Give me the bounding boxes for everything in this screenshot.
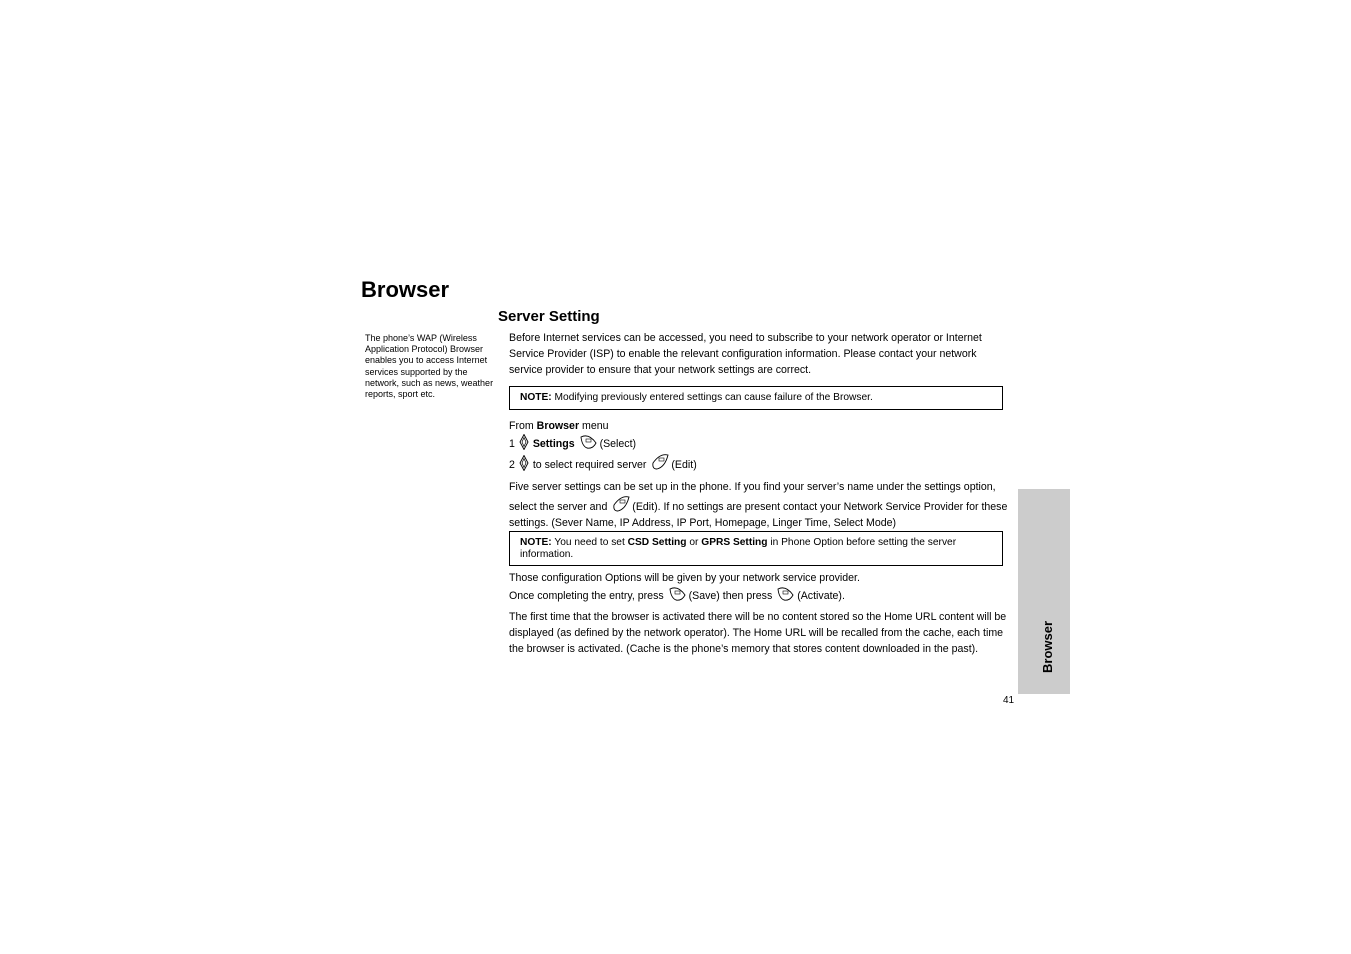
completing-line — [509, 586, 845, 604]
five-servers-paragraph — [509, 479, 1011, 531]
from-prefix: From — [509, 420, 534, 432]
first-time-paragraph: The first time that the browser is activated there will be no content stored so the Home URL content will be displayed (as defined by the network operator). The Home URL will be recalled from the cache, each time the browser is activated. (Cache is the phone’s memory that stores content downloaded in the past). — [509, 611, 1007, 655]
completing-prefix: Once completing the entry, press — [509, 590, 664, 602]
completing-save: (Save) then press — [688, 590, 773, 602]
note-box-modify — [509, 386, 1003, 410]
section-title: Server Setting — [498, 308, 600, 325]
note-text: Modifying previously entered settings can cause failure of the Browser. — [554, 392, 873, 403]
intro-paragraph: Before Internet services can be accessed, you need to subscribe to your network operator or Internet Service Provider (ISP) to enable the relevant configuration information. Please contact your network service provider to ensure that your network settings are correct. — [509, 332, 982, 376]
right-soft-key-icon — [611, 495, 631, 513]
step-number: 1 — [509, 438, 515, 450]
csd-setting: CSD Setting — [627, 537, 687, 548]
note-label: NOTE: — [520, 537, 552, 548]
note-text-2: in Phone Option before setting the server information. — [520, 537, 957, 560]
side-tab-label: Browser — [1040, 620, 1055, 673]
five-servers-part1: Five server settings can be set up in the phone. If you find your server’s name under the settings option, select the server and — [509, 481, 996, 513]
left-soft-key-icon — [579, 434, 599, 450]
scroll-key-icon — [519, 455, 529, 471]
left-soft-key-icon — [668, 586, 688, 602]
step-number: 2 — [509, 459, 515, 471]
step-2 — [509, 453, 697, 473]
note-or: or — [689, 537, 699, 548]
left-soft-key-icon — [776, 586, 796, 602]
from-suffix: menu — [582, 420, 609, 432]
step-1 — [509, 434, 636, 452]
right-soft-key-icon — [650, 453, 670, 471]
sidebar-note: The phone’s WAP (Wireless Application Protocol) Browser enables you to access Internet services supported by the network, such as news, weather reports, sport etc. — [365, 333, 494, 400]
five-servers-part2: (Edit). If no settings are present contact your Network Service Provider for these settings. (Sever Name, IP Address, IP Port, Homepage, Linger Time, Select Mode) — [509, 501, 1008, 529]
step-bold-label: Settings — [532, 438, 575, 450]
page-number: 41 — [1003, 695, 1015, 706]
step-action: (Edit) — [671, 459, 697, 471]
completing-activate: (Activate). — [797, 590, 845, 602]
gprs-setting: GPRS Setting — [701, 537, 768, 548]
page-title: Browser — [361, 277, 450, 302]
note-text-1: You need to set — [554, 537, 625, 548]
note-box-csd-gprs — [509, 531, 1003, 566]
note-label: NOTE: — [520, 392, 552, 403]
menu-name: Browser — [536, 420, 580, 432]
from-menu-line — [509, 418, 609, 434]
config-line: Those configuration Options will be given by your network service provider. — [509, 572, 860, 584]
step-text: to select required server — [532, 459, 647, 471]
step-action: (Select) — [599, 438, 637, 450]
chapter-side-tab — [1018, 489, 1070, 694]
scroll-key-icon — [519, 434, 529, 450]
